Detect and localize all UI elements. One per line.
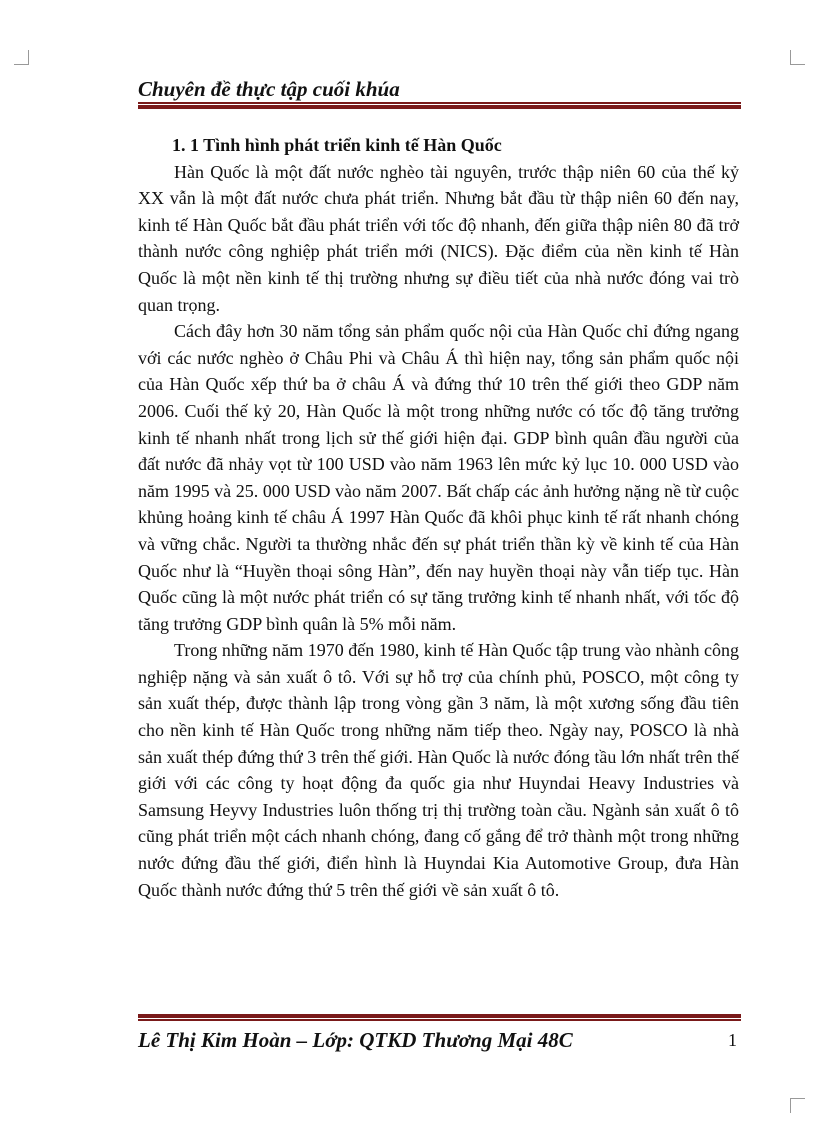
paragraph-gdp-growth: Cách đây hơn 30 năm tổng sản phẩm quốc nội của Hàn Quốc chỉ đứng ngang với các nước nghèo ở Châu Phi và Châu Á thì hiện nay, tổng sản phẩm quốc nội của Hàn Quốc xếp thứ ba ở châu Á và đứng thứ 10 trên thế giới theo GDP năm 2006. Cuối thế kỷ 20, Hàn Quốc là một trong những nước có tốc độ tăng trưởng kinh tế nhanh nhất trong lịch sử thế giới hiện đại. GDP bình quân đầu người của đất nước đã nhảy vọt từ 100 USD vào năm 1963 lên mức kỷ lục 10. 000 USD vào năm 1995 và 25. 000 USD vào năm 2007. Bất chấp các ảnh hưởng nặng nề từ cuộc khủng hoảng kinh tế châu Á 1997 Hàn Quốc đã khôi phục kinh tế rất nhanh chóng và vững chắc. Người ta thường nhắc đến sự phát triển thần kỳ về kinh tế của Hàn Quốc như là “Huyền thoại sông Hàn”, đến nay huyền thoại này vẫn tiếp tục. Hàn Quốc cũng là một nước phát triển có sự tăng trưởng kinh tế nhanh nhất, với tốc độ tăng trưởng GDP bình quân là 5% mỗi năm.	[138, 321, 739, 634]
paragraph-intro: Hàn Quốc là một đất nước nghèo tài nguyên, trước thập niên 60 của thế kỷ XX vẫn là một đất nước chưa phát triển. Nhưng bắt đầu từ thập niên 60 đến nay, kinh tế Hàn Quốc bắt đầu phát triển với tốc độ nhanh, đến giữa thập niên 80 đã trở thành nước công nghiệp phát triển mới (NICS). Đặc điểm của nền kinh tế Hàn Quốc là một nền kinh tế thị trường nhưng sự điều tiết của nhà nước đóng vai trò quan trọng.	[138, 161, 739, 315]
page-header	[138, 76, 741, 109]
footer-rule-thin	[138, 1019, 741, 1021]
footer-row	[138, 1025, 741, 1055]
page-body	[138, 132, 739, 903]
crop-mark-top-left	[14, 50, 29, 65]
crop-mark-bottom-right	[790, 1098, 805, 1113]
footer-rule-thick	[138, 1014, 741, 1018]
paragraph-heavy-industry: Trong những năm 1970 đến 1980, kinh tế Hàn Quốc tập trung vào nhành công nghiệp nặng và sản xuất ô tô. Với sự hỗ trợ của chính phủ, POSCO, một công ty sản xuất thép, được thành lập trong vòng gần 3 năm, là một xương sống đầu tiên cho nền kinh tế Hàn Quốc trong những năm tiếp theo. Ngày nay, POSCO là nhà sản xuất thép đứng thứ 3 trên thế giới. Hàn Quốc là nước đóng tầu lớn nhất trên thế giới với các công ty hoạt động đa quốc gia như Huyndai Heavy Industries và Samsung Heyvy Industries luôn thống trị thị trường toàn cầu. Ngành sản xuất ô tô cũng phát triển một cách nhanh chóng, đang cố gắng để trở thành một trong những nước đứng đầu thế giới, điển hình là Huyndai Kia Automotive Group, đưa Hàn Quốc thành nước đứng thứ 5 trên thế giới về sản xuất ô tô.	[138, 640, 739, 900]
footer-author: Lê Thị Kim Hoàn – Lớp: QTKD Thương Mại 48C	[138, 1028, 573, 1052]
crop-mark-top-right	[790, 50, 805, 65]
section-heading: 1. 1 Tình hình phát triển kinh tế Hàn Quốc	[172, 135, 502, 155]
page-footer	[138, 1014, 741, 1055]
page-number: 1	[728, 1030, 737, 1050]
header-rule-thin	[138, 102, 741, 104]
header-rule-thick	[138, 105, 741, 109]
header-title: Chuyên đề thực tập cuối khúa	[138, 77, 400, 101]
